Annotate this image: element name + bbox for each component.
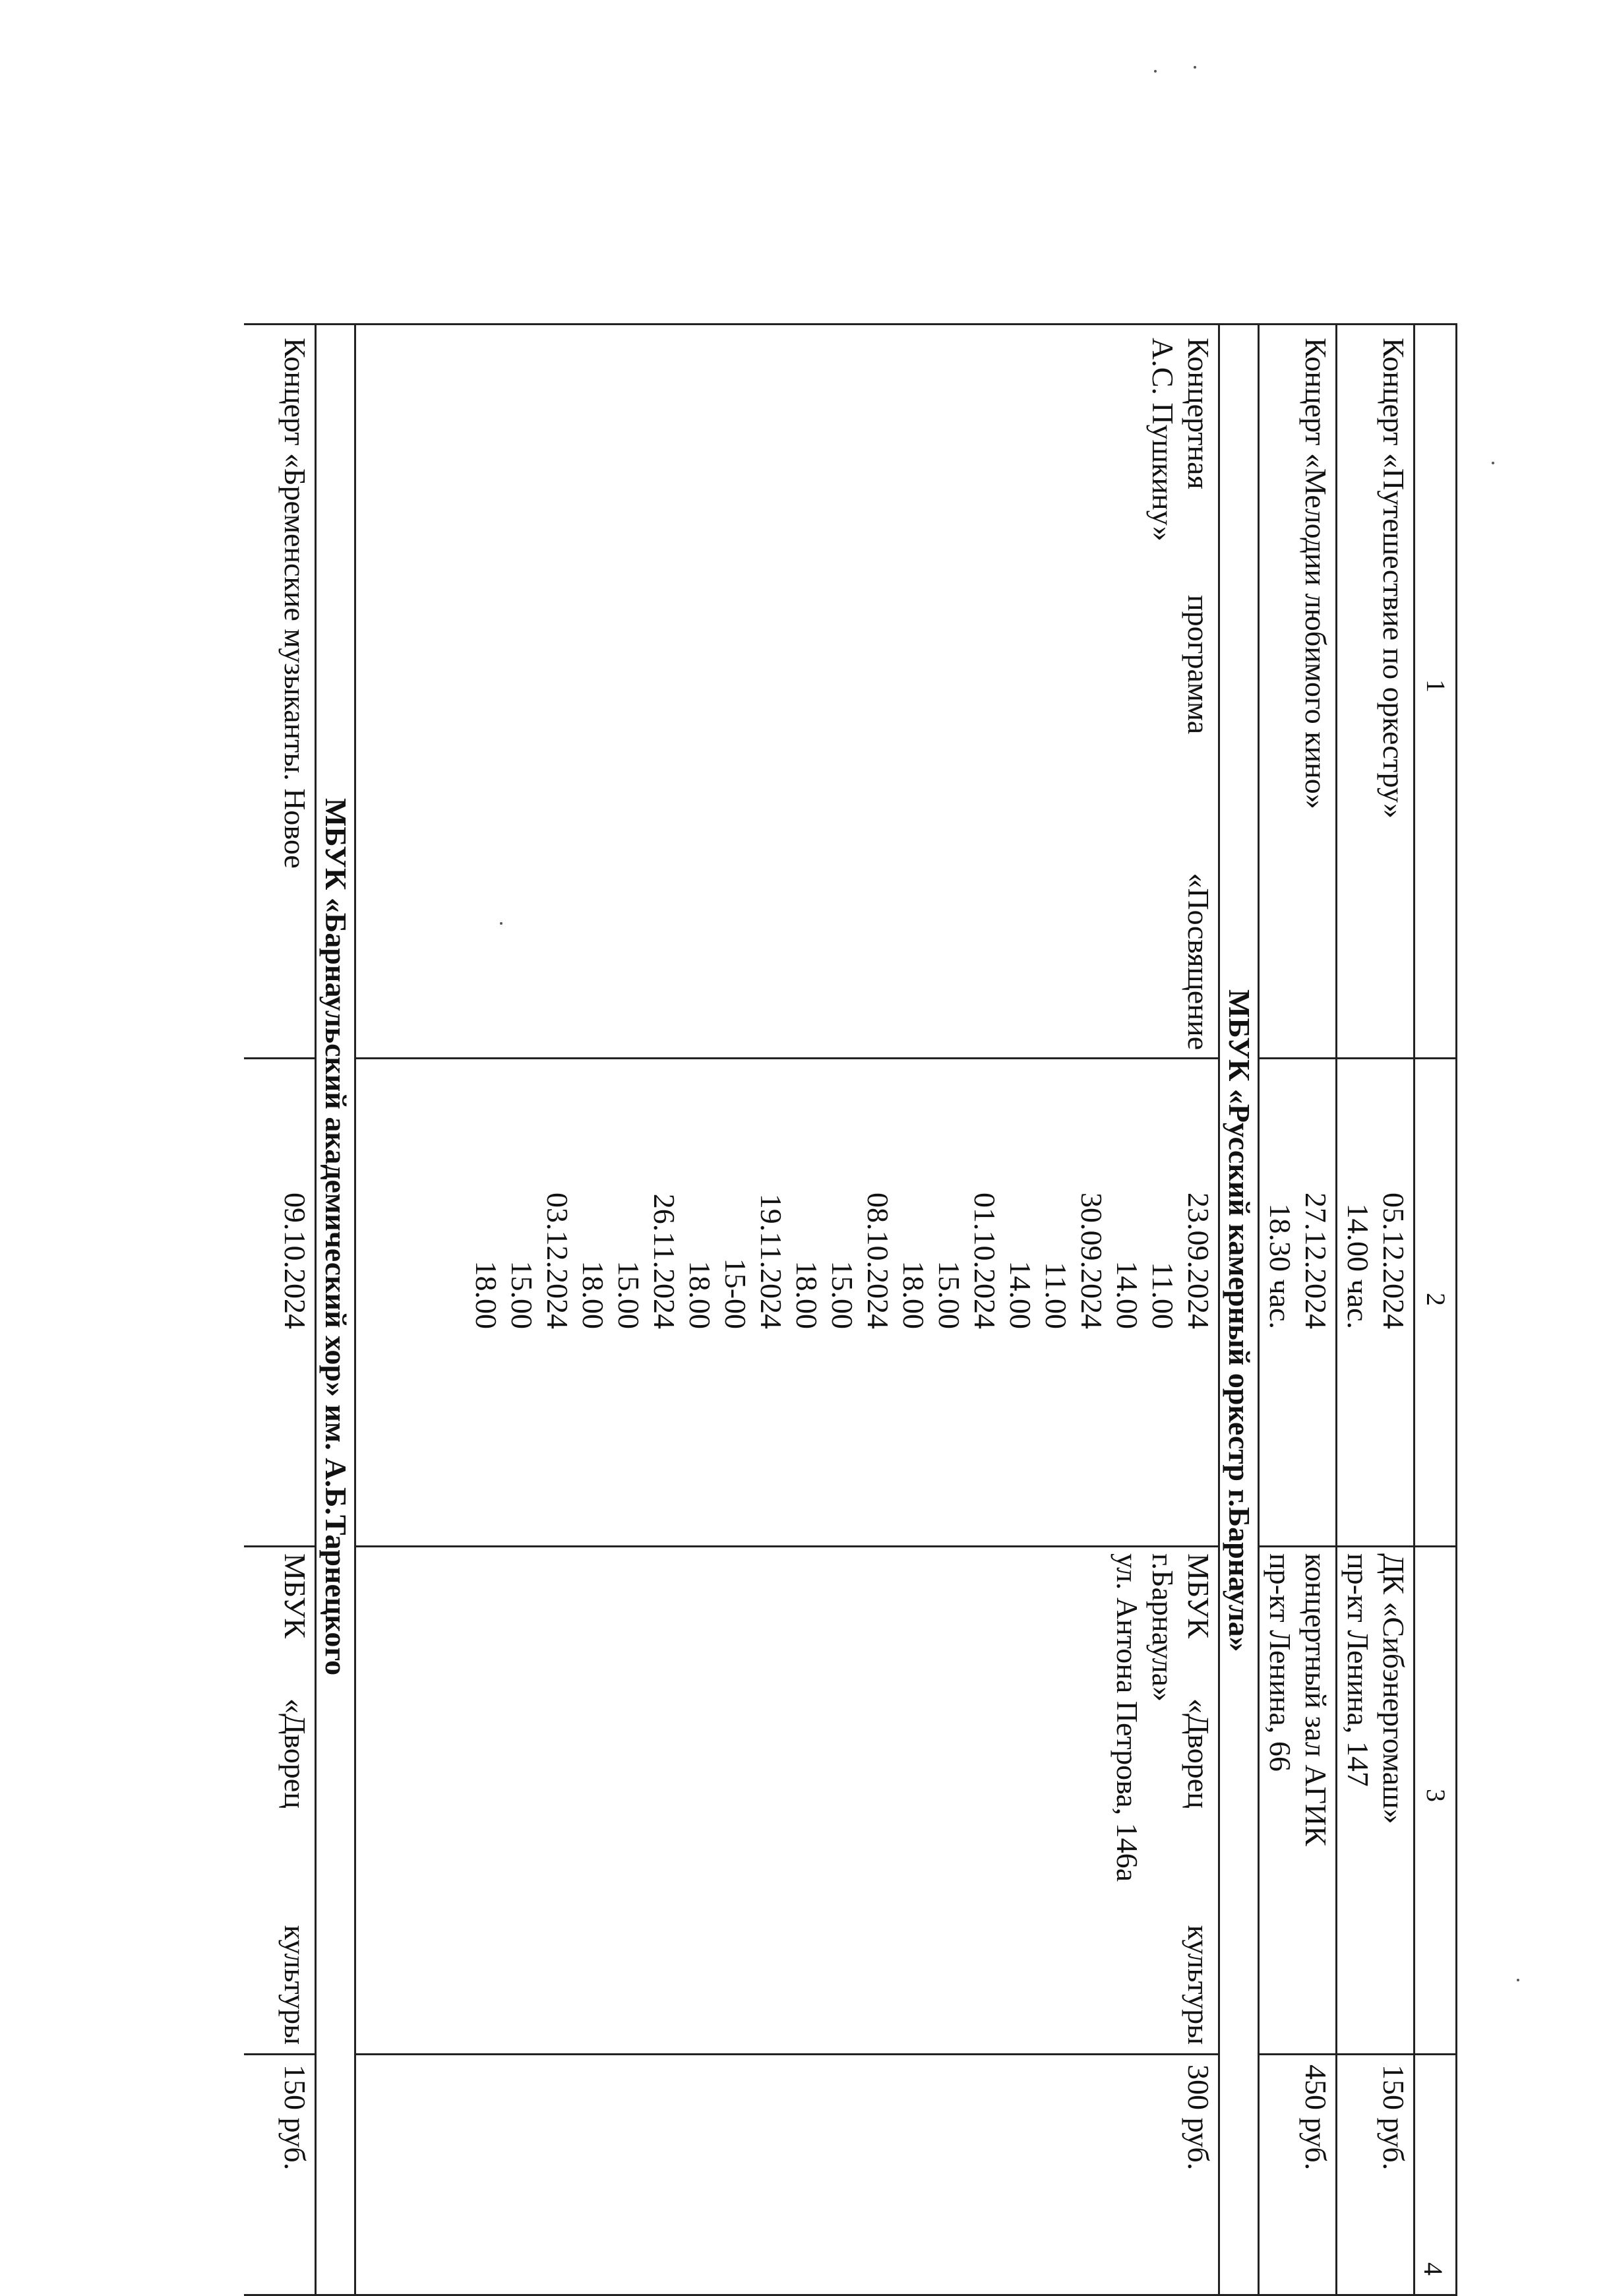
row2-venue: концертный зал АГИК пр-кт Ленина, 66	[1263, 1553, 1333, 1846]
col-divider-2c	[244, 1545, 317, 1547]
scan-speck	[1492, 462, 1494, 464]
col-divider-1c	[244, 1057, 317, 1059]
row2-title: Концерт «Мелодии любимого кино»	[1299, 338, 1333, 809]
row3-title-line1: Концертная программа «Посвящение	[1182, 338, 1215, 1050]
table-top-border	[1455, 323, 1457, 2295]
col-divider-3c	[244, 2053, 317, 2055]
header-col-1: 1	[1421, 679, 1451, 693]
col-divider-1	[1260, 1057, 1457, 1059]
row1-bottom-border	[1335, 323, 1337, 2295]
event-table	[244, 323, 1457, 2295]
section-heading-chamber-orchestra: МБУК «Русский камерный оркестр г.Барнаула»	[1223, 989, 1256, 1652]
section-heading-academic-choir: МБУК «Барнаульский академический хор» им. А.Б.Тарнецкого	[319, 798, 353, 1676]
row1-title: Концерт «Путешествие по оркестру»	[1377, 338, 1411, 819]
row4-venue: МБУК «Дворец культуры	[278, 1553, 312, 2045]
header-bottom-border	[1413, 323, 1415, 2295]
row3-venue-line2: г.Барнаула»	[1146, 1553, 1180, 1702]
header-col-2: 2	[1421, 1293, 1451, 1306]
row2-bottom-border	[1258, 323, 1260, 2295]
header-col-3: 3	[1421, 1789, 1451, 1802]
scan-speck	[500, 922, 502, 925]
row2-price: 450 руб.	[1299, 2064, 1333, 2171]
row3-bottom-border	[354, 323, 356, 2295]
row1-dates: 05.12.2024 14.00 час.	[1341, 1193, 1411, 1329]
row3-venue-line1: МБУК «Дворец культуры	[1182, 1553, 1215, 2045]
scan-speck	[1154, 70, 1157, 73]
scan-speck	[1517, 1979, 1519, 1981]
row4-price: 150 руб.	[278, 2064, 312, 2171]
row1-venue: ДК «Сибэнергомаш» пр-кт Ленина, 147	[1341, 1553, 1411, 1824]
col-divider-3	[1260, 2053, 1457, 2055]
row2-dates: 27.12.2024 18.30 час.	[1263, 1193, 1333, 1329]
section2-bottom-border	[315, 323, 317, 2295]
row3-venue-line3: ул. Антона Петрова, 146а	[1111, 1553, 1144, 1882]
col-divider-2b	[356, 1545, 1220, 1547]
header-col-4: 4	[1418, 2262, 1448, 2276]
table-left-border	[244, 323, 1457, 325]
row4-date: 09.10.2024	[278, 1193, 312, 1329]
row1-price: 150 руб.	[1377, 2064, 1411, 2171]
section1-bottom-border	[1218, 323, 1220, 2295]
col-divider-2	[1260, 1545, 1457, 1547]
col-divider-3b	[356, 2053, 1220, 2055]
scan-speck	[1194, 66, 1196, 69]
col-divider-1b	[356, 1057, 1220, 1059]
row3-title-line2: А.С. Пушкину»	[1146, 338, 1180, 542]
row3-dates-list: 23.09.2024 11.00 14.00 30.09.2024 11.00 14.00 01.10.2024 15.00 18.00 08.10.2024 15.00 18.00 19.11.2024 15-00 18.00 26.11.2024 15.00 18.00 03.12.2024 15.00 18.00	[470, 1193, 1215, 1329]
row3-price: 300 руб.	[1182, 2064, 1215, 2171]
row4-title: Концерт «Бременские музыканты. Новое	[278, 338, 312, 869]
